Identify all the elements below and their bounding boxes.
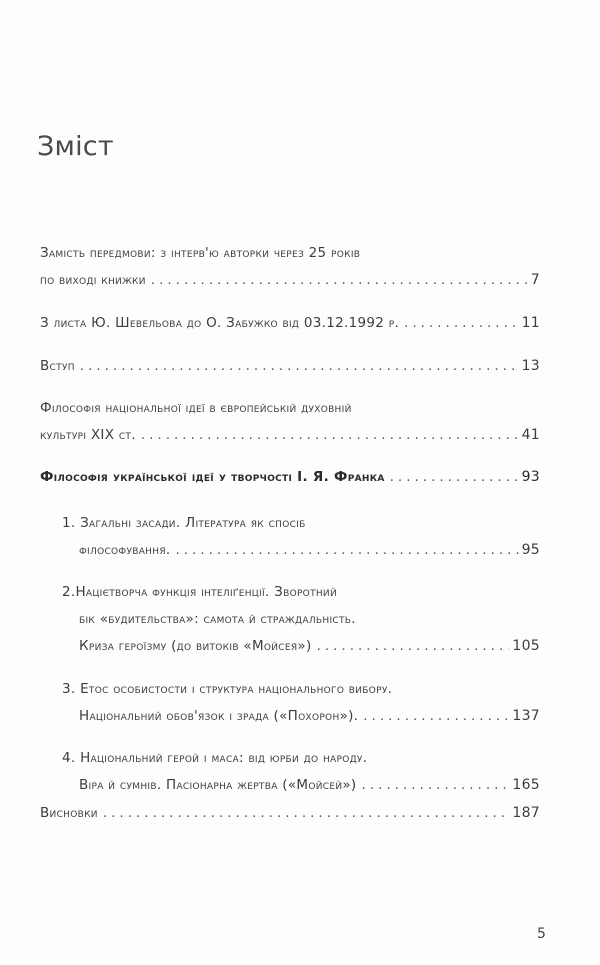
toc-entry-foreword[interactable] [40, 240, 540, 294]
page-ref: 187 [512, 805, 540, 821]
toc-subentry-3[interactable] [62, 676, 540, 730]
toc-entry-text: З листа Ю. Шевельова до О. Забужко від 03.12.1992 р. [40, 315, 400, 331]
dot-leader [175, 537, 518, 564]
toc-entry-text: 3. Етос особистости і структура національного вибору. [62, 681, 393, 697]
dot-leader [363, 703, 509, 730]
toc-entry-text: 4. Національний герой і маса: від юрби до народу. [62, 750, 368, 766]
dot-leader [361, 772, 509, 799]
page-ref: 13 [521, 358, 540, 374]
toc-entry-leader [40, 353, 540, 380]
dot-leader [390, 464, 519, 491]
toc-entry-text: Філософія національної ідеї в європейській духовній [40, 400, 352, 416]
toc-subentry-2[interactable] [62, 579, 540, 660]
toc-entry-text: філософування. [79, 542, 171, 558]
page-ref: 137 [512, 708, 540, 724]
page-ref: 95 [521, 542, 540, 558]
toc-entry-text: 1. Загальні засади. Література як спосіб [62, 515, 306, 531]
page-ref: 41 [521, 427, 540, 443]
page-ref: 93 [521, 469, 540, 485]
toc-entry-leader [62, 537, 540, 564]
toc-entry-text: Віра й сумнів. Пасіонарна жертва («Мойсей») [79, 777, 357, 793]
toc-entry-text: Вступ [40, 358, 75, 374]
toc-entry-leader [62, 772, 540, 799]
toc-entry-leader [62, 703, 540, 730]
dot-leader [141, 422, 519, 449]
dot-leader [317, 633, 510, 660]
toc-entry-leader [40, 267, 540, 294]
page-ref: 165 [512, 777, 540, 793]
page-ref: 105 [512, 638, 540, 654]
toc-entry-text: Замість передмови: з інтерв'ю авторки через 25 років [40, 245, 361, 261]
toc-entry-european-philosophy[interactable] [40, 395, 540, 449]
toc-entry-introduction[interactable] [40, 353, 540, 380]
page-title: Зміст [37, 131, 114, 163]
toc-entry-text: Висновки [40, 805, 98, 821]
toc-entry-conclusions[interactable] [40, 800, 540, 827]
toc-entry-leader [40, 800, 540, 827]
dot-leader [151, 267, 528, 294]
toc-entry-franko-chapter[interactable] [40, 464, 540, 491]
page-number: 5 [537, 926, 546, 942]
page-ref: 11 [521, 315, 540, 331]
toc-entry-letter[interactable] [40, 310, 540, 337]
toc-entry-text: Філософія української ідеї у творчості І. Я. Франка [40, 469, 385, 485]
toc-entry-leader [40, 464, 540, 491]
dot-leader [404, 310, 519, 337]
toc-entry-text: Національний обов'язок і зрада («Похорон»). [79, 708, 359, 724]
toc-entry-text: культурі XIX ст. [40, 427, 136, 443]
toc-entry-leader [40, 422, 540, 449]
toc-subentry-1[interactable] [62, 510, 540, 564]
toc-entry-text: 2.Націєтворча функція інтеліґенції. Зворотний [62, 584, 337, 600]
toc-entry-text: бік «будительства»: самота й страждальність. [79, 611, 356, 627]
toc-subentry-4[interactable] [62, 745, 540, 799]
dot-leader [80, 353, 519, 380]
toc-entry-leader [62, 633, 540, 660]
toc-entry-text: по виході книжки [40, 272, 146, 288]
page-ref: 7 [530, 272, 540, 288]
toc-entry-text: Криза героїзму (до витоків «Мойсея») [79, 638, 312, 654]
toc-entry-leader [40, 310, 540, 337]
dot-leader [103, 800, 510, 827]
